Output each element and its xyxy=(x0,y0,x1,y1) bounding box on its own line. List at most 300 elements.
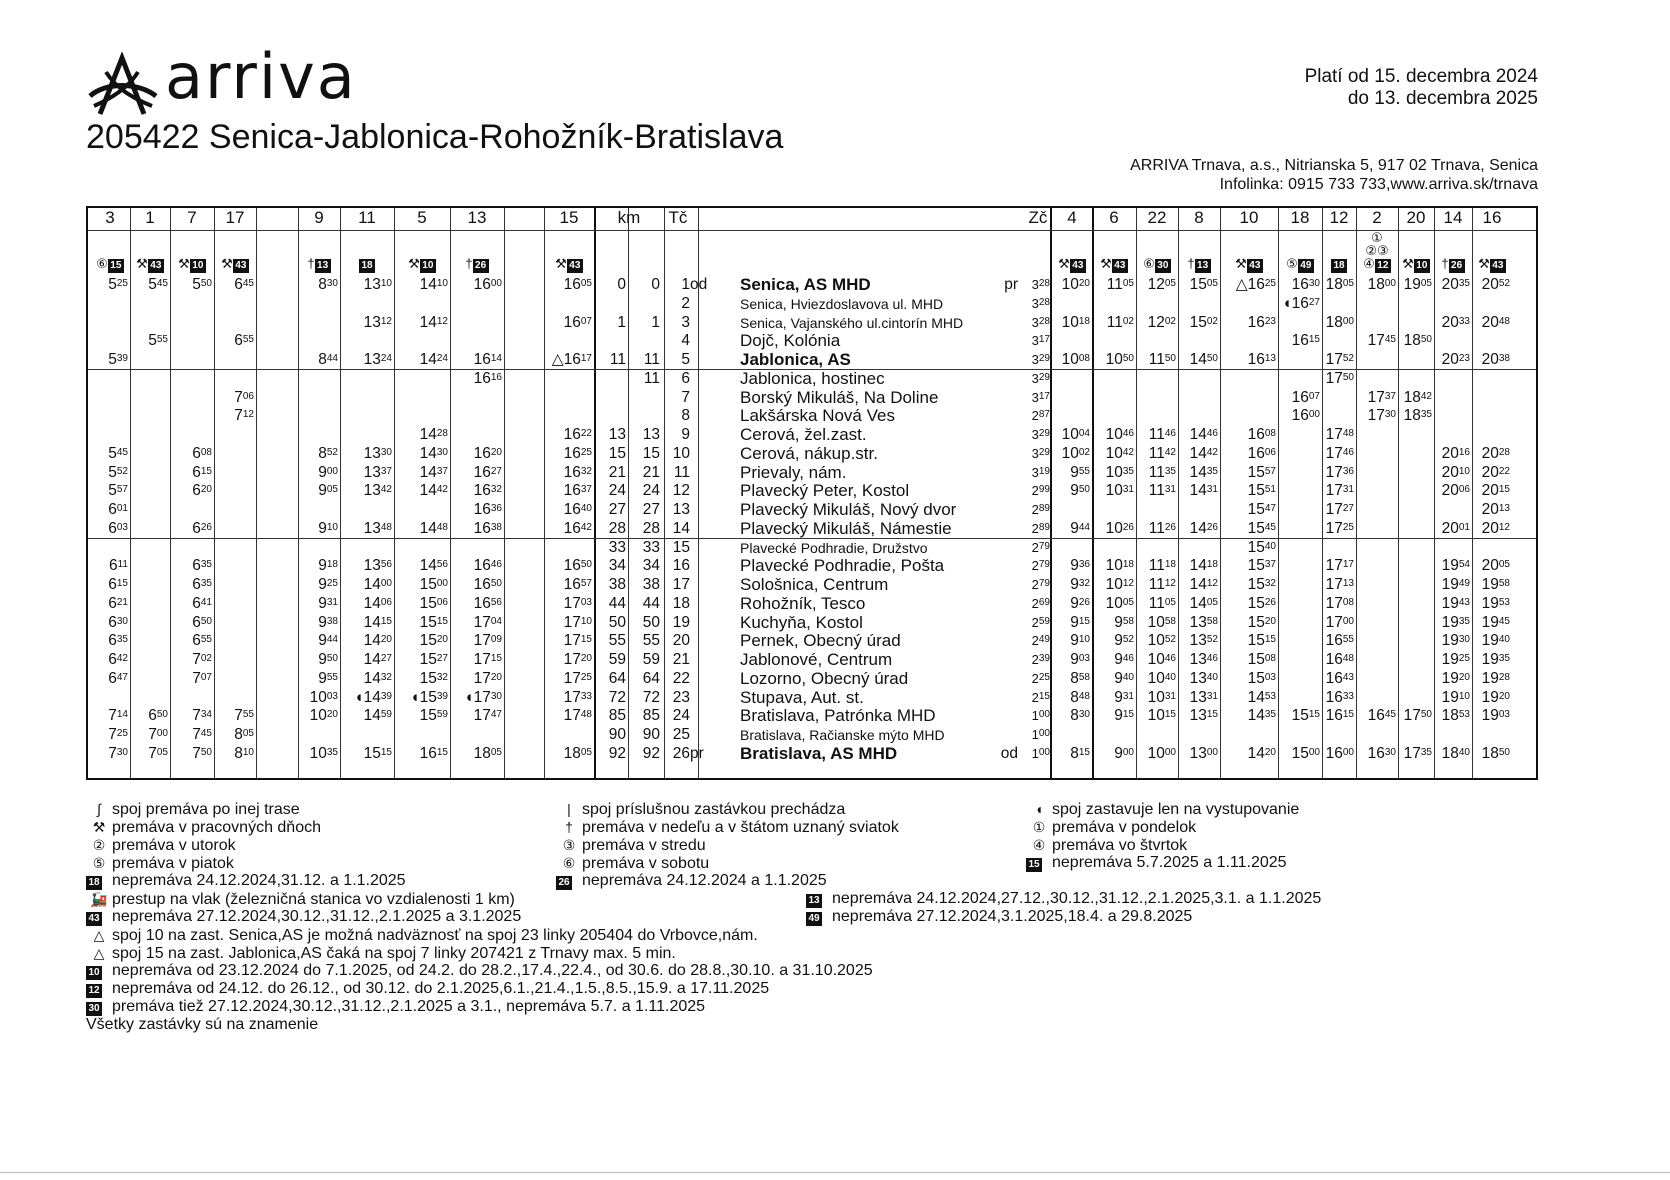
time-minutes: 17 xyxy=(1342,559,1354,571)
time-minutes: 18 xyxy=(1122,559,1134,571)
departure-time: $15^{27}$ xyxy=(419,651,448,668)
legend-text: premáva v sobotu xyxy=(582,855,710,872)
stop-name: Plavecký Mikuláš, Nový dvor xyxy=(740,500,957,519)
time-minutes: 45 xyxy=(116,446,128,458)
time-minutes: 10 xyxy=(242,746,254,758)
note-box-icon: 43 xyxy=(1247,259,1263,273)
legend-symbol-wrap xyxy=(86,998,112,1016)
time-minutes: 31 xyxy=(1342,484,1354,496)
stop-name: Dojč, Kolónia xyxy=(740,331,841,351)
time-minutes: 03 xyxy=(1264,671,1276,683)
time-minutes: 30 xyxy=(116,746,128,758)
departure-time: $17^{20}$ xyxy=(563,651,592,668)
time-minutes: 41 xyxy=(200,596,212,608)
time-minutes: 26 xyxy=(1078,596,1090,608)
note-box-icon: 26 xyxy=(1449,259,1465,273)
departure-time: $17^{08}$ xyxy=(1325,594,1354,612)
zone-number: $2^{69}$ xyxy=(1031,595,1050,611)
day-symbol-icon: ① xyxy=(1371,230,1383,245)
departure-time: $20^{28}$ xyxy=(1481,444,1510,462)
time-minutes: 18 xyxy=(1206,559,1218,571)
time-minutes: 57 xyxy=(580,578,592,589)
km-value: 27 xyxy=(642,501,660,518)
departure-time: $20^{05}$ xyxy=(1481,557,1510,575)
trip-restriction xyxy=(450,256,504,273)
departure-time: $7^{34}$ xyxy=(192,707,212,725)
time-minutes: 26 xyxy=(1122,521,1134,533)
departure-time: $14^{30}$ xyxy=(419,444,448,462)
km-value: 50 xyxy=(608,613,626,631)
departure-time: $9^{26}$ xyxy=(1070,594,1090,612)
day-symbol-icon: ④ xyxy=(1363,256,1375,271)
time-minutes: 12 xyxy=(1122,578,1134,589)
time-minutes: 03 xyxy=(1078,653,1090,664)
departure-time: $17^{10}$ xyxy=(563,613,592,631)
departure-time: $19^{05}$ xyxy=(1403,276,1432,293)
operator-contact: Infolinka: 0915 733 733,www.arriva.sk/trnava xyxy=(1219,176,1538,193)
departure-time: $16^{56}$ xyxy=(473,594,502,612)
departure-time: $14^{46}$ xyxy=(1189,426,1218,443)
km-value: 0 xyxy=(617,276,626,293)
time-minutes: 10 xyxy=(1458,690,1470,702)
time-minutes: 50 xyxy=(156,709,168,721)
time-minutes: 51 xyxy=(1264,484,1276,496)
time-minutes: 40 xyxy=(1122,671,1134,683)
time-minutes: 28 xyxy=(1038,315,1050,327)
time-minutes: 07 xyxy=(580,315,592,327)
time-minutes: 06 xyxy=(242,390,254,402)
departure-time: $8^{52}$ xyxy=(318,444,338,462)
legend-item xyxy=(86,962,873,980)
departure-time: $10^{04}$ xyxy=(1061,426,1090,443)
time-minutes: 15 xyxy=(116,578,128,589)
time-minutes: 25 xyxy=(580,671,592,683)
time-minutes: 10 xyxy=(380,278,392,289)
departure-time: $13^{37}$ xyxy=(363,463,392,481)
departure-time: $14^{00}$ xyxy=(363,576,392,593)
km-value: 38 xyxy=(642,576,660,593)
departure-time: $17^{09}$ xyxy=(473,632,502,650)
departure-time: $19^{43}$ xyxy=(1441,594,1470,612)
time-minutes: 49 xyxy=(1038,634,1050,646)
departure-time: $17^{31}$ xyxy=(1325,482,1354,500)
time-minutes: 20 xyxy=(490,446,502,458)
zone-number: $3^{28}$ xyxy=(1031,314,1050,330)
time-minutes: 15 xyxy=(490,653,502,664)
time-minutes: 08 xyxy=(200,446,212,458)
departure-time: $6^{08}$ xyxy=(192,444,212,462)
stop-number: 1 xyxy=(681,276,690,293)
time-minutes: 52 xyxy=(1206,634,1218,646)
day-symbol-icon: ⚒ xyxy=(1058,256,1070,271)
legend-symbol-wrap xyxy=(86,854,112,873)
time-minutes: 00 xyxy=(1038,746,1050,758)
km-value: 33 xyxy=(608,538,626,556)
departure-time: $18^{40}$ xyxy=(1441,744,1470,762)
note-box-icon: 18 xyxy=(359,259,375,273)
time-minutes: 35 xyxy=(326,746,338,758)
time-minutes: 46 xyxy=(1164,653,1176,664)
legend-symbol-wrap xyxy=(86,872,112,890)
departure-time: $13^{30}$ xyxy=(363,444,392,462)
trip-number-right: 16 xyxy=(1482,208,1502,227)
time-minutes: 33 xyxy=(1458,315,1470,327)
time-minutes: 15 xyxy=(1206,709,1218,721)
time-minutes: 37 xyxy=(436,465,448,477)
time-minutes: 28 xyxy=(1038,296,1050,308)
time-minutes: 33 xyxy=(580,690,592,702)
departure-time: $16^{40}$ xyxy=(563,501,592,518)
time-minutes: 02 xyxy=(1122,315,1134,327)
departure-time: $17^{37}$ xyxy=(1367,388,1396,406)
legend-text: nepremáva od 24.12. do 26.12., od 30.12. do 2.1.2025,6.1.,21.4.,1.5.,8.5.,15.9. a 17.11.2025 xyxy=(112,980,770,997)
time-minutes: 26 xyxy=(1206,521,1218,533)
departure-time: $5^{55}$ xyxy=(148,332,168,350)
departure-time: $8^{15}$ xyxy=(1070,744,1090,762)
departure-time: $10^{31}$ xyxy=(1105,482,1134,500)
km-value: 90 xyxy=(642,726,660,743)
time-minutes: 12 xyxy=(242,409,254,421)
departure-time: $13^{42}$ xyxy=(363,482,392,500)
legend-text: nepremáva od 23.12.2024 do 7.1.2025, od 24.2. do 28.2.,17.4.,22.4., od 30.6. do 28.8.,30.10. a 31.10.2025 xyxy=(112,962,873,979)
time-minutes: 09 xyxy=(490,634,502,646)
time-minutes: 59 xyxy=(380,709,392,721)
departure-time: $14^{18}$ xyxy=(1189,557,1218,575)
time-minutes: 79 xyxy=(1038,578,1050,589)
time-minutes: 15 xyxy=(1342,709,1354,721)
departure-time: $17^{17}$ xyxy=(1325,557,1354,575)
departure-time: $15^{15}$ xyxy=(1291,707,1320,725)
time-minutes: 45 xyxy=(156,278,168,289)
time-minutes: 39 xyxy=(116,353,128,364)
note-box-icon: 43 xyxy=(148,259,164,273)
trip-restriction xyxy=(1472,256,1512,273)
departure-time: $14^{35}$ xyxy=(1189,463,1218,481)
time-minutes: 47 xyxy=(1264,503,1276,514)
departure-time: $15^{26}$ xyxy=(1247,594,1276,612)
legend-text: nepremáva 24.12.2024,31.12. a 1.1.2025 xyxy=(112,872,406,889)
departure-time: $6^{42}$ xyxy=(108,651,128,668)
time-minutes: 05 xyxy=(1122,278,1134,289)
km-value: 90 xyxy=(608,726,626,743)
departure-time: $17^{48}$ xyxy=(1325,426,1354,443)
departure-time: $9^{18}$ xyxy=(318,557,338,575)
time-minutes: 12 xyxy=(1498,521,1510,533)
time-minutes: 38 xyxy=(490,521,502,533)
departure-time: $5^{50}$ xyxy=(192,276,212,293)
legend-symbol-icon: | xyxy=(567,801,571,817)
departure-time: $10^{46}$ xyxy=(1147,651,1176,668)
time-minutes: 35 xyxy=(200,578,212,589)
stop-name: Sološnica, Centrum xyxy=(740,575,889,594)
legend-symbol-icon: ③ xyxy=(562,837,576,853)
departure-time: $9^{50}$ xyxy=(1070,482,1090,500)
zone-number: $3^{29}$ xyxy=(1031,352,1050,367)
time-minutes: 87 xyxy=(1038,409,1050,421)
legend-item xyxy=(556,800,845,819)
time-minutes: 40 xyxy=(1498,634,1510,646)
departure-time: $6^{01}$ xyxy=(108,501,128,518)
km-value: 1 xyxy=(617,313,626,331)
km-value: 92 xyxy=(608,744,626,762)
km-value: 21 xyxy=(608,463,626,481)
departure-time: $10^{50}$ xyxy=(1105,351,1134,368)
zone-number: $1^{00}$ xyxy=(1031,727,1050,742)
time-minutes: 25 xyxy=(116,728,128,739)
time-minutes: 05 xyxy=(242,728,254,739)
stop-number: 18 xyxy=(672,594,690,612)
km-value: 34 xyxy=(608,557,626,575)
time-minutes: 18 xyxy=(326,559,338,571)
note-box-icon: 15 xyxy=(1026,858,1042,872)
departure-time: $\triangle 16^{25}$ xyxy=(1235,276,1276,293)
arriva-logo-icon xyxy=(86,52,160,123)
time-minutes: 54 xyxy=(1458,559,1470,571)
time-minutes: 58 xyxy=(1078,671,1090,683)
legend-symbol-wrap xyxy=(86,908,112,926)
departure-time: $7^{45}$ xyxy=(192,726,212,743)
legend-text: Všetky zastávky sú na znamenie xyxy=(86,1016,319,1033)
departure-time: $19^{35}$ xyxy=(1481,651,1510,668)
time-minutes: 29 xyxy=(1038,353,1050,364)
departure-time: $9^{55}$ xyxy=(1070,463,1090,481)
trip-number-right: 22 xyxy=(1147,208,1167,227)
note-box-icon: 10 xyxy=(190,259,206,273)
time-minutes: 56 xyxy=(380,559,392,571)
note-box-icon: 10 xyxy=(420,259,436,273)
stop-number: 21 xyxy=(672,651,690,668)
stop-name: Jablonica, hostinec xyxy=(740,368,885,388)
zone-number: $2^{25}$ xyxy=(1031,670,1050,686)
day-symbol-icon: ⚒ xyxy=(136,256,148,271)
time-minutes: 58 xyxy=(1164,615,1176,627)
zone-number: $2^{87}$ xyxy=(1031,408,1050,424)
departure-time: $20^{38}$ xyxy=(1481,351,1510,368)
km-value: 34 xyxy=(642,557,660,575)
time-minutes: 44 xyxy=(1078,521,1090,533)
departure-time: $13^{48}$ xyxy=(363,519,392,537)
km-value: 13 xyxy=(608,426,626,443)
time-minutes: 00 xyxy=(1342,615,1354,627)
time-minutes: 15 xyxy=(1038,690,1050,702)
time-minutes: 58 xyxy=(1122,615,1134,627)
legend-symbol-icon: △ xyxy=(93,945,105,961)
note-box-icon: 43 xyxy=(1112,259,1128,273)
stop-name: Bratislava, AS MHD xyxy=(740,743,898,763)
time-minutes: 20 xyxy=(1078,278,1090,289)
time-minutes: 46 xyxy=(1122,428,1134,439)
time-minutes: 49 xyxy=(1458,578,1470,589)
departure-time: $16^{14}$ xyxy=(473,351,502,368)
time-minutes: 31 xyxy=(1164,484,1176,496)
day-symbol-icon: ⚒ xyxy=(408,256,420,271)
departure-time: $14^{42}$ xyxy=(419,482,448,500)
time-minutes: 08 xyxy=(1264,428,1276,439)
legend-item xyxy=(86,1016,318,1034)
departure-time: $17^{50}$ xyxy=(1325,369,1354,387)
departure-time: $17^{00}$ xyxy=(1325,613,1354,631)
time-minutes: 36 xyxy=(490,503,502,514)
time-minutes: 17 xyxy=(580,353,592,364)
trip-restriction xyxy=(90,256,130,273)
trip-number-left: 13 xyxy=(467,208,487,227)
time-minutes: 18 xyxy=(1078,315,1090,327)
departure-time: $18^{05}$ xyxy=(563,744,592,762)
legend-text: prestup na vlak (železničná stanica vo vzdialenosti 1 km) xyxy=(112,891,515,908)
departure-time: $10^{15}$ xyxy=(1147,707,1176,725)
note-box-icon: 10 xyxy=(1414,259,1430,273)
zone-number: $2^{79}$ xyxy=(1031,577,1050,592)
note-box-icon: 13 xyxy=(806,894,822,908)
stop-name: Senica, Hviezdoslavova ul. MHD xyxy=(740,295,944,312)
legend-item xyxy=(86,836,236,855)
time-minutes: 44 xyxy=(326,634,338,646)
time-minutes: 35 xyxy=(1420,409,1432,421)
time-minutes: 00 xyxy=(1384,278,1396,289)
time-minutes: 89 xyxy=(1038,521,1050,533)
departure-time: $20^{22}$ xyxy=(1481,463,1510,481)
km-value: 72 xyxy=(608,688,626,706)
time-minutes: 00 xyxy=(436,578,448,589)
zone-number: $3^{28}$ xyxy=(1031,295,1050,311)
time-minutes: 01 xyxy=(1458,521,1470,533)
trip-number-left: 17 xyxy=(225,208,245,227)
time-minutes: 30 xyxy=(1384,746,1396,758)
time-minutes: 35 xyxy=(1206,465,1218,477)
time-minutes: 05 xyxy=(326,484,338,496)
time-minutes: 32 xyxy=(490,484,502,496)
time-minutes: 00 xyxy=(1206,746,1218,758)
departure-time: $6^{35}$ xyxy=(192,576,212,593)
km-value: 50 xyxy=(642,613,660,631)
time-minutes: 31 xyxy=(1122,690,1134,702)
note-box-icon: 30 xyxy=(1155,259,1171,273)
legend-text: spoj zastavuje len na vystupovanie xyxy=(1052,801,1300,818)
note-box-icon: 43 xyxy=(1490,259,1506,273)
direction-mark: pr xyxy=(690,744,704,762)
time-minutes: 36 xyxy=(1342,465,1354,477)
departure-time: $9^{15}$ xyxy=(1070,613,1090,631)
time-minutes: 15 xyxy=(200,465,212,477)
legend-text: premáva v pondelok xyxy=(1052,819,1197,836)
time-minutes: 45 xyxy=(1264,521,1276,533)
departure-time: $18^{05}$ xyxy=(1325,276,1354,293)
time-minutes: 15 xyxy=(380,615,392,627)
trip-restriction xyxy=(340,256,394,273)
departure-time: $7^{00}$ xyxy=(148,726,168,743)
departure-time: $15^{15}$ xyxy=(419,613,448,631)
time-minutes: 50 xyxy=(1122,353,1134,364)
departure-time: $10^{31}$ xyxy=(1147,688,1176,706)
departure-time: $16^{33}$ xyxy=(1325,688,1354,706)
departure-time: $16^{23}$ xyxy=(1247,313,1276,331)
departure-time: $9^{38}$ xyxy=(318,613,338,631)
day-symbol-icon: ⚒ xyxy=(1100,256,1112,271)
departure-time: $10^{18}$ xyxy=(1061,313,1090,331)
stop-name: Jablonové, Centrum xyxy=(740,650,893,669)
zone-number: $2^{89}$ xyxy=(1031,520,1050,536)
time-minutes: 55 xyxy=(326,671,338,683)
departure-time: $13^{15}$ xyxy=(1189,707,1218,725)
zone-number: $3^{17}$ xyxy=(1031,333,1050,349)
time-minutes: 46 xyxy=(490,559,502,571)
km-value: 72 xyxy=(642,688,660,706)
km-value: 28 xyxy=(642,519,660,537)
time-minutes: 48 xyxy=(1342,653,1354,664)
time-minutes: 32 xyxy=(1264,578,1276,589)
departure-time: $17^{20}$ xyxy=(473,669,502,687)
time-minutes: 03 xyxy=(326,690,338,702)
time-minutes: 20 xyxy=(1498,690,1510,702)
time-minutes: 24 xyxy=(380,353,392,364)
time-minutes: 20 xyxy=(200,484,212,496)
legend-text: nepremáva 27.12.2024,30.12.,31.12.,2.1.2025 a 3.1.2025 xyxy=(112,908,522,925)
departure-time: $14^{53}$ xyxy=(1247,688,1276,706)
time-minutes: 26 xyxy=(200,521,212,533)
departure-time: $9^{15}$ xyxy=(1114,707,1134,725)
time-minutes: 05 xyxy=(1206,596,1218,608)
time-minutes: 39 xyxy=(436,690,448,702)
departure-time: $18^{00}$ xyxy=(1367,276,1396,293)
time-minutes: 05 xyxy=(1122,596,1134,608)
time-minutes: 32 xyxy=(580,465,592,477)
departure-time: $20^{15}$ xyxy=(1481,482,1510,500)
departure-time: $9^{52}$ xyxy=(1114,632,1134,650)
time-minutes: 43 xyxy=(1458,596,1470,608)
time-minutes: 08 xyxy=(1264,653,1276,664)
departure-time: $14^{32}$ xyxy=(363,669,392,687)
time-minutes: 27 xyxy=(380,653,392,664)
departure-time: $◖16^{27}$ xyxy=(1282,294,1320,312)
departure-time: $17^{45}$ xyxy=(1367,332,1396,350)
departure-time: $10^{35}$ xyxy=(1105,463,1134,481)
departure-time: $7^{30}$ xyxy=(108,744,128,762)
departure-time: $7^{25}$ xyxy=(108,726,128,743)
departure-time: $14^{50}$ xyxy=(1189,351,1218,368)
departure-time: $8^{48}$ xyxy=(1070,688,1090,706)
time-minutes: 38 xyxy=(1498,353,1510,364)
km-value: 0 xyxy=(651,276,660,293)
time-minutes: 27 xyxy=(490,465,502,477)
departure-time: $8^{30}$ xyxy=(318,276,338,293)
time-minutes: 00 xyxy=(1342,315,1354,327)
time-minutes: 50 xyxy=(326,653,338,664)
departure-time: $14^{27}$ xyxy=(363,651,392,668)
departure-time: $16^{00}$ xyxy=(1325,744,1354,762)
time-minutes: 05 xyxy=(1164,278,1176,289)
time-minutes: 20 xyxy=(490,671,502,683)
legend-text: premáva tiež 27.12.2024,30.12.,31.12.,2.1.2025 a 3.1., nepremáva 5.7. a 1.11.2025 xyxy=(112,998,706,1015)
time-minutes: 46 xyxy=(1164,428,1176,439)
legend-text: premáva v stredu xyxy=(582,837,706,854)
stop-name: Prievaly, nám. xyxy=(740,462,847,482)
time-minutes: 42 xyxy=(116,653,128,664)
operator-info xyxy=(1130,156,1538,194)
departure-time: $9^{44}$ xyxy=(318,632,338,650)
trip-restriction xyxy=(1398,256,1434,273)
note-box-icon: 13 xyxy=(315,259,331,273)
departure-time: $16^{32}$ xyxy=(473,482,502,500)
time-minutes: 31 xyxy=(326,596,338,608)
time-minutes: 37 xyxy=(1384,390,1396,402)
stop-number: 19 xyxy=(672,613,690,631)
departure-time: $20^{01}$ xyxy=(1441,519,1470,537)
legend-text: premáva v utorok xyxy=(112,837,236,854)
time-minutes: 13 xyxy=(1264,353,1276,364)
departure-time: $14^{37}$ xyxy=(419,463,448,481)
time-minutes: 50 xyxy=(1420,334,1432,346)
time-minutes: 04 xyxy=(1078,428,1090,439)
